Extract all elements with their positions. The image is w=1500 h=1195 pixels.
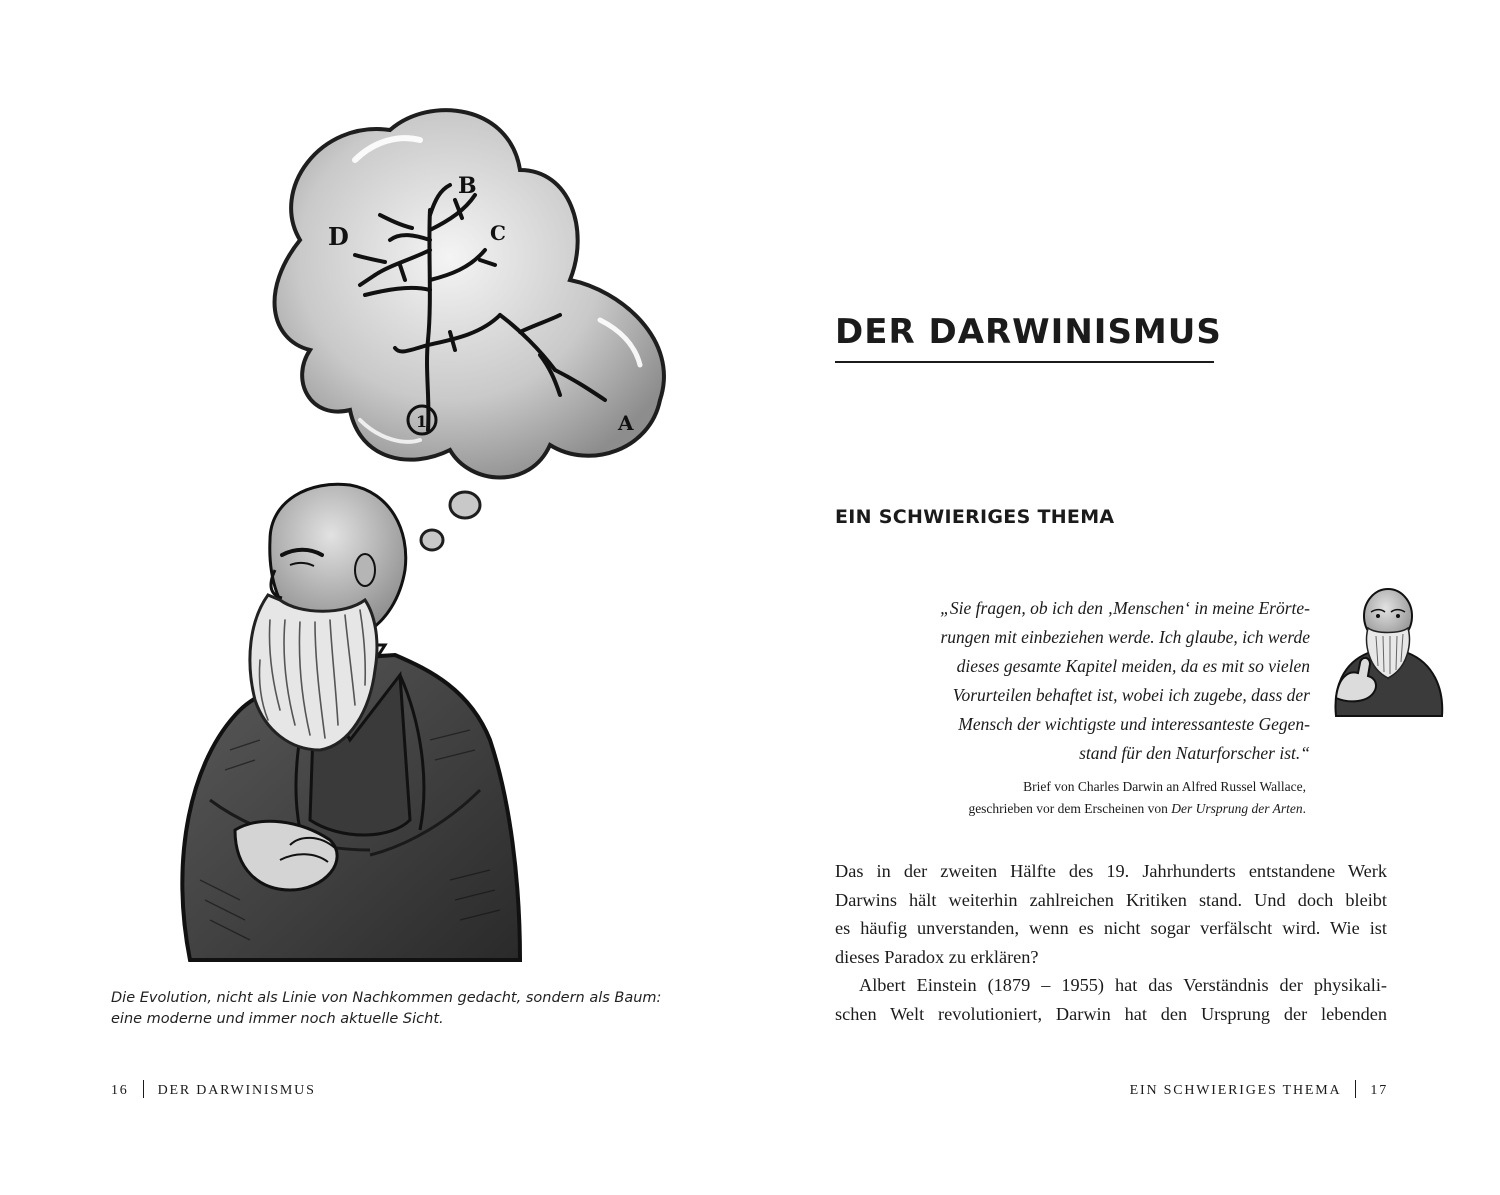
body-line: dieses Paradox zu erklären? xyxy=(835,946,1039,967)
footer-right xyxy=(1130,1080,1388,1099)
page-number-right: 17 xyxy=(1370,1083,1388,1098)
quote-line: Vorurteilen behaftet ist, wobei ich zugebe, dass der xyxy=(952,685,1310,705)
thought-cloud xyxy=(275,110,664,477)
tree-label-b: B xyxy=(458,173,477,199)
body-line: Albert Einstein (1879 – 1955) hat das Verständnis der physikali- xyxy=(859,975,1387,995)
body-line: Das in der zweiten Hälfte des 19. Jahrhunderts entstandene Werk xyxy=(835,861,1387,881)
darwin-thumbs-up-portrait xyxy=(1328,578,1448,718)
epigraph-quote xyxy=(870,594,1310,768)
chapter-title-underline xyxy=(835,361,1214,363)
tree-label-c: C xyxy=(490,221,506,245)
book-title: Der Ursprung der Arten xyxy=(1171,801,1303,816)
thought-bubble-large xyxy=(450,492,480,518)
right-page xyxy=(750,0,1500,1195)
page-number-left: 16 xyxy=(111,1083,129,1098)
attribution-suffix: . xyxy=(1302,801,1306,816)
section-title: EIN SCHWIERIGES THEMA xyxy=(835,506,1115,528)
quote-line: „Sie fragen, ob ich den ‚Menschen‘ in meine Erörte- xyxy=(940,598,1310,618)
attribution-line-2 xyxy=(830,798,1306,820)
body-line: Darwins hält weiterhin zahlreichen Kritiken stand. Und doch bleibt xyxy=(835,889,1387,910)
quote-line: Mensch der wichtigste und interessanteste Gegen- xyxy=(958,714,1310,734)
tree-label-a: A xyxy=(618,411,634,435)
quote-line: stand für den Naturforscher ist.“ xyxy=(1079,743,1310,763)
quote-line: dieses gesamte Kapitel meiden, da es mit so vielen xyxy=(956,656,1310,676)
chapter-title: DER DARWINISMUS xyxy=(835,312,1222,352)
attribution-prefix: geschrieben vor dem Erscheinen von xyxy=(968,801,1172,816)
attribution-line-1: Brief von Charles Darwin an Alfred Russel Wallace, xyxy=(1023,779,1306,794)
body-line: es häufig unverstanden, wenn es nicht sogar verfälscht wird. Wie ist xyxy=(835,918,1387,938)
quote-line: rungen mit einbeziehen werde. Ich glaube, ich werde xyxy=(940,627,1310,647)
caption-line-2: eine moderne und immer noch aktuelle Sicht. xyxy=(111,1011,444,1027)
running-head-right: EIN SCHWIERIGES THEMA xyxy=(1129,1083,1342,1098)
running-head-left: DER DARWINISMUS xyxy=(157,1083,316,1098)
body-line: schen Welt revolutioniert, Darwin hat den Ursprung der lebenden xyxy=(835,1003,1387,1024)
footer-separator-left xyxy=(143,1080,144,1098)
figure-caption xyxy=(111,988,662,1030)
darwin-figure xyxy=(182,484,520,960)
tree-label-root: 1 xyxy=(416,412,428,431)
darwin-illustration xyxy=(150,100,690,980)
tree-label-d: D xyxy=(328,222,349,251)
footer-left xyxy=(111,1080,316,1099)
thought-bubble-small xyxy=(421,530,443,550)
body-text xyxy=(835,857,1387,1028)
quote-attribution xyxy=(830,776,1306,820)
footer-separator-right xyxy=(1355,1080,1356,1098)
caption-line-1: Die Evolution, nicht als Linie von Nachkommen gedacht, sondern als Baum: xyxy=(111,990,662,1006)
